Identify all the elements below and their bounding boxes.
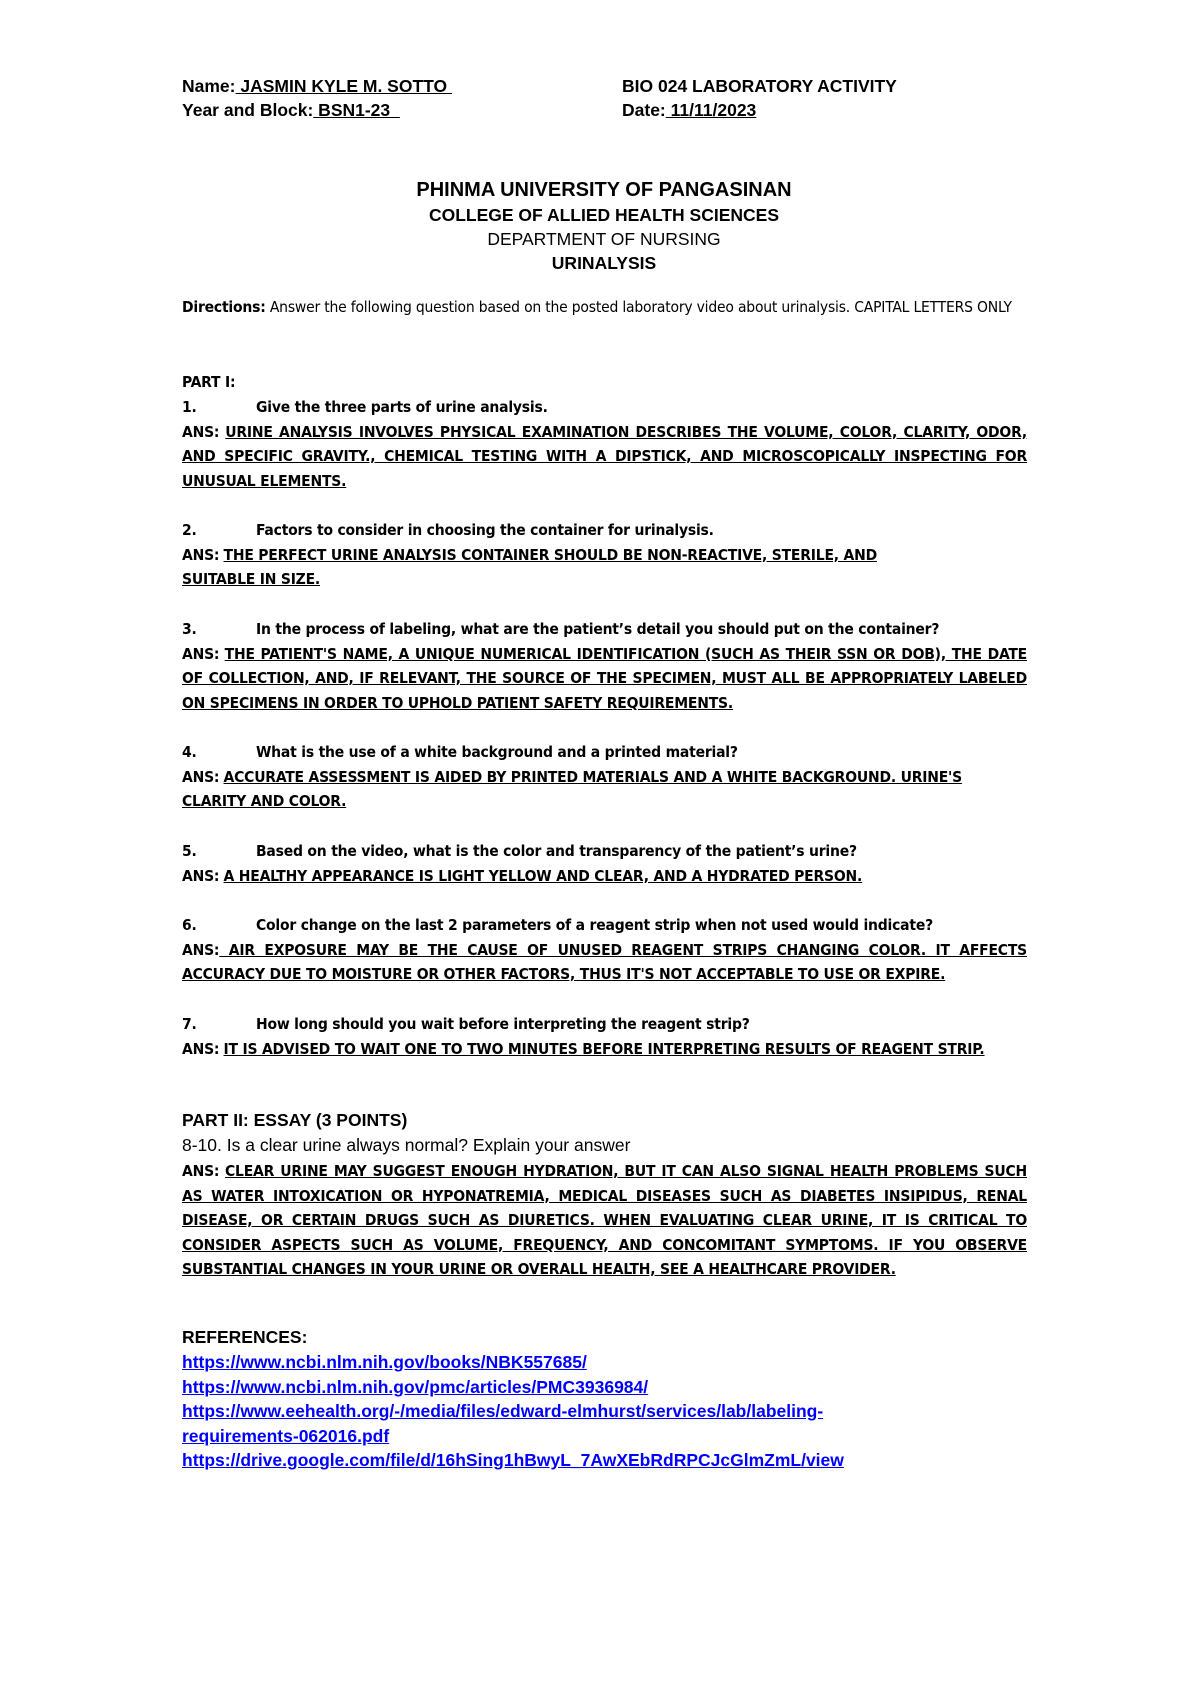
year-block-value: BSN1-23	[313, 100, 400, 120]
answer-text: CLEAR URINE MAY SUGGEST ENOUGH HYDRATION, BUT IT CAN ALSO SIGNAL HEALTH PROBLEMS SUCH AS WATER INTOXICATION OR HYPONATREMIA, MEDICAL DISEASES SUCH AS DIABETES INSIPIDUS, RENAL DISEASE, OR CERTAIN DRUGS SUCH AS DIURETICS. WHEN EVALUATING CLEAR URINE, IT IS CRITICAL TO CONSIDER ASPECTS SUCH AS VOLUME, FREQUENCY, AND CONCOMITANT SYMPTOMS. IF YOU OBSERVE SUBSTANTIAL CHANGES IN YOUR URINE OR OVERALL HEALTH, SEE A HEALTHCARE PROVIDER.	[182, 1162, 1027, 1278]
references-list	[182, 1350, 1027, 1473]
department-name: DEPARTMENT OF NURSING	[487, 229, 721, 249]
reference-link[interactable]: https://www.ncbi.nlm.nih.gov/books/NBK557685/	[182, 1352, 587, 1372]
name-value: JASMIN KYLE M. SOTTO	[235, 76, 453, 96]
reference-link[interactable]: https://drive.google.com/file/d/16hSing1hBwyL_7AwXEbRdRPCJcGlmZmL/view	[182, 1450, 844, 1470]
date-value: 11/11/2023	[665, 100, 757, 120]
part2-question: 8-10. Is a clear urine always normal? Explain your answer	[182, 1135, 631, 1155]
directions	[182, 295, 1027, 320]
year-block-field	[182, 98, 400, 122]
answer-text: THE PERFECT URINE ANALYSIS CONTAINER SHOULD BE NON-REACTIVE, STERILE, AND SUITABLE IN SIZE.	[182, 545, 877, 588]
directions-label: Directions:	[182, 298, 266, 316]
answer-text: THE PATIENT'S NAME, A UNIQUE NUMERICAL IDENTIFICATION (SUCH AS THEIR SSN OR DOB), THE DATE OF COLLECTION, AND, IF RELEVANT, THE SOURCE OF THE SPECIMEN, MUST ALL BE APPROPRIATELY LABELED ON SPECIMENS IN ORDER TO UPHOLD PATIENT SAFETY REQUIREMENTS.	[182, 644, 1027, 712]
question-1	[182, 395, 1027, 493]
question-4	[182, 740, 1027, 814]
date-field	[622, 98, 756, 122]
answer: ANS: ACCURATE ASSESSMENT IS AIDED BY PRINTED MATERIALS AND A WHITE BACKGROUND. URINE'S CLARITY AND COLOR.	[182, 767, 962, 810]
question-number: 6.	[182, 916, 197, 934]
answer: ANS: URINE ANALYSIS INVOLVES PHYSICAL EXAMINATION DESCRIBES THE VOLUME, COLOR, CLARITY, ODOR, AND SPECIFIC GRAVITY., CHEMICAL TESTING WITH A DIPSTICK, AND MICROSCOPICALLY INSPECTING FOR UNUSUAL ELEMENTS.	[182, 422, 1027, 490]
part2-heading: PART II: ESSAY (3 POINTS)	[182, 1110, 408, 1130]
question-number: 3.	[182, 620, 197, 638]
answer-text: A HEALTHY APPEARANCE IS LIGHT YELLOW AND CLEAR, AND A HYDRATED PERSON.	[223, 866, 863, 885]
name-label: Name:	[182, 76, 236, 96]
question-number: 7.	[182, 1015, 197, 1033]
reference-link[interactable]: https://www.ncbi.nlm.nih.gov/pmc/articles/PMC3936984/	[182, 1376, 649, 1397]
question-number: 1.	[182, 398, 197, 416]
question-text: Give the three parts of urine analysis.	[256, 398, 548, 416]
question-text: How long should you wait before interpreting the reagent strip?	[256, 1015, 750, 1033]
question-7	[182, 1012, 1027, 1061]
answer: ANS: AIR EXPOSURE MAY BE THE CAUSE OF UNUSED REAGENT STRIPS CHANGING COLOR. IT AFFECTS ACCURACY DUE TO MOISTURE OR OTHER FACTORS, THUS IT'S NOT ACCEPTABLE TO USE OR EXPIRE.	[182, 940, 1027, 983]
question-3	[182, 617, 1027, 715]
question-2	[182, 518, 1027, 592]
reference-link-continued[interactable]: requirements-062016.pdf	[182, 1425, 390, 1446]
answer: ANS: A HEALTHY APPEARANCE IS LIGHT YELLOW AND CLEAR, AND A HYDRATED PERSON.	[182, 866, 863, 885]
question-text: Based on the video, what is the color and transparency of the patient’s urine?	[256, 842, 857, 860]
college-name: COLLEGE OF ALLIED HEALTH SCIENCES	[428, 205, 779, 225]
answer: ANS: THE PATIENT'S NAME, A UNIQUE NUMERICAL IDENTIFICATION (SUCH AS THEIR SSN OR DOB), THE DATE OF COLLECTION, AND, IF RELEVANT, THE SOURCE OF THE SPECIMEN, MUST ALL BE APPROPRIATELY LABELED ON SPECIMENS IN ORDER TO UPHOLD PATIENT SAFETY REQUIREMENTS.	[182, 644, 1027, 712]
part2-answer: ANS: CLEAR URINE MAY SUGGEST ENOUGH HYDRATION, BUT IT CAN ALSO SIGNAL HEALTH PROBLEMS SUCH AS WATER INTOXICATION OR HYPONATREMIA, MEDICAL DISEASES SUCH AS DIABETES INSIPIDUS, RENAL DISEASE, OR CERTAIN DRUGS SUCH AS DIURETICS. WHEN EVALUATING CLEAR URINE, IT IS CRITICAL TO CONSIDER ASPECTS SUCH AS VOLUME, FREQUENCY, AND CONCOMITANT SYMPTOMS. IF YOU OBSERVE SUBSTANTIAL CHANGES IN YOUR URINE OR OVERALL HEALTH, SEE A HEALTHCARE PROVIDER.	[182, 1162, 1027, 1278]
directions-text: Answer the following question based on the posted laboratory video about urinalysis. CAPITAL LETTERS ONLY	[265, 298, 1012, 316]
question-text: What is the use of a white background and a printed material?	[256, 743, 738, 761]
question-number: 4.	[182, 743, 197, 761]
answer-text: AIR EXPOSURE MAY BE THE CAUSE OF UNUSED REAGENT STRIPS CHANGING COLOR. IT AFFECTS ACCURACY DUE TO MOISTURE OR OTHER FACTORS, THUS IT'S NOT ACCEPTABLE TO USE OR EXPIRE.	[182, 940, 1027, 983]
part1-heading: PART I:	[182, 373, 236, 391]
year-block-label: Year and Block:	[182, 100, 314, 120]
question-number: 5.	[182, 842, 197, 860]
reference-link[interactable]: https://www.eehealth.org/-/media/files/edward-elmhurst/services/lab/labeling-	[182, 1401, 824, 1421]
question-text: In the process of labeling, what are the patient’s detail you should put on the container?	[256, 620, 940, 638]
answer-text: IT IS ADVISED TO WAIT ONE TO TWO MINUTES BEFORE INTERPRETING RESULTS OF REAGENT STRIP.	[223, 1039, 985, 1058]
answer-text: URINE ANALYSIS INVOLVES PHYSICAL EXAMINATION DESCRIBES THE VOLUME, COLOR, CLARITY, ODOR, AND SPECIFIC GRAVITY., CHEMICAL TESTING WITH A DIPSTICK, AND MICROSCOPICALLY INSPECTING FOR UNUSUAL ELEMENTS.	[182, 422, 1027, 490]
university-name: PHINMA UNIVERSITY OF PANGASINAN	[416, 179, 792, 201]
question-text: Color change on the last 2 parameters of a reagent strip when not used would indicate?	[256, 916, 934, 934]
question-text: Factors to consider in choosing the container for urinalysis.	[256, 521, 714, 539]
question-6	[182, 913, 1027, 987]
answer: ANS: IT IS ADVISED TO WAIT ONE TO TWO MINUTES BEFORE INTERPRETING RESULTS OF REAGENT STRIP.	[182, 1039, 985, 1058]
subject-title: URINALYSIS	[551, 253, 657, 273]
question-number: 2.	[182, 521, 197, 539]
name-field	[182, 74, 452, 98]
activity-title: BIO 024 LABORATORY ACTIVITY	[622, 76, 897, 96]
question-5	[182, 839, 1027, 888]
answer: ANS: THE PERFECT URINE ANALYSIS CONTAINER SHOULD BE NON-REACTIVE, STERILE, AND SUITABLE IN SIZE.	[182, 545, 877, 588]
date-label: Date:	[622, 100, 666, 120]
references-heading: REFERENCES:	[182, 1327, 308, 1347]
answer-text: ACCURATE ASSESSMENT IS AIDED BY PRINTED MATERIALS AND A WHITE BACKGROUND. URINE'S CLARITY AND COLOR.	[182, 767, 962, 810]
